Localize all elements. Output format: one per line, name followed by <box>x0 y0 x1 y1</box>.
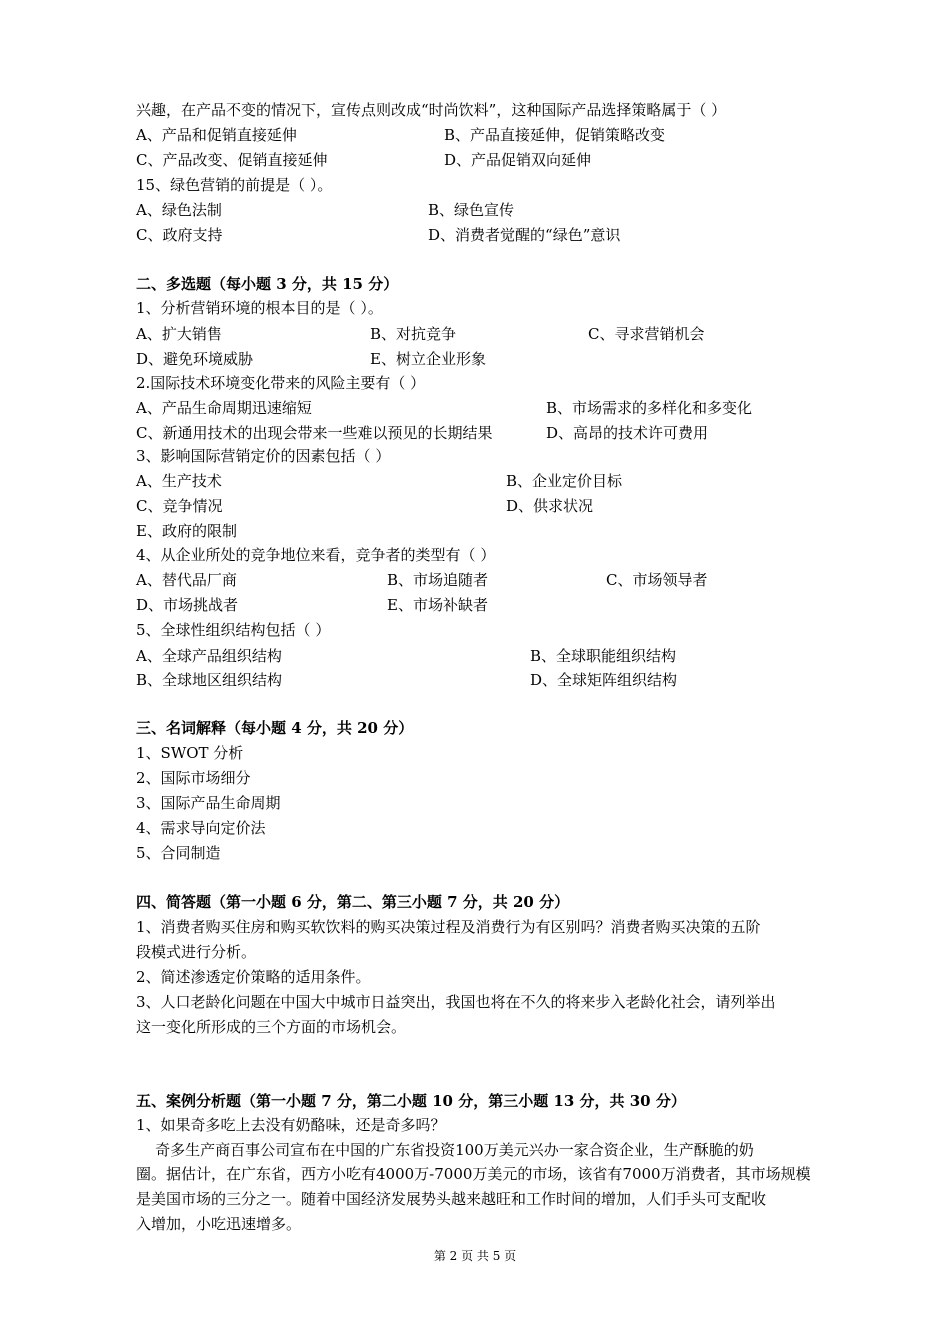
option-c: C、政府支持 <box>136 226 223 244</box>
option-d: D、产品促销双向延伸 <box>444 151 592 169</box>
question-text: 1、消费者购买住房和购买软饮料的购买决策过程及消费行为有区别吗？消费者购买决策的五阶 <box>136 918 761 936</box>
option-a: A、产品生命周期迅速缩短 <box>136 399 312 417</box>
option-e: E、市场补缺者 <box>387 596 488 614</box>
list-item: 3、国际产品生命周期 <box>136 794 281 812</box>
option-d: D、消费者觉醒的“绿色”意识 <box>428 226 621 244</box>
case-paragraph: 奇多生产商百事公司宣布在中国的广东省投资100万美元兴办一家合资企业，生产酥脆的奶 <box>136 1141 754 1159</box>
case-paragraph: 圈。据估计，在广东省，西方小吃有4000万-7000万美元的市场，该省有7000万消费者，其市场规模 <box>136 1165 811 1183</box>
section-heading: 五、案例分析题（第一小题 7 分，第二小题 10 分，第三小题 13 分，共 30 分） <box>136 1092 686 1110</box>
option-b: B、对抗竞争 <box>370 325 457 343</box>
list-item: 5、合同制造 <box>136 844 221 862</box>
list-item: 1、SWOT 分析 <box>136 744 244 762</box>
question-text: 3、人口老龄化问题在中国大中城市日益突出，我国也将在不久的将来步入老龄化社会，请列举出 <box>136 993 776 1011</box>
option-c: B、全球地区组织结构 <box>136 671 283 689</box>
option-b: B、市场需求的多样化和多变化 <box>546 399 753 417</box>
question-stem: 兴趣，在产品不变的情况下，宣传点则改成“时尚饮料”，这种国际产品选择策略属于（ ） <box>136 101 727 119</box>
section-heading: 四、简答题（第一小题 6 分，第二、第三小题 7 分，共 20 分） <box>136 893 570 911</box>
option-b: B、绿色宣传 <box>428 201 515 219</box>
option-a: A、替代品厂商 <box>136 571 237 589</box>
option-d: D、避免环境威胁 <box>136 350 254 368</box>
option-e: E、树立企业形象 <box>370 350 486 368</box>
question-stem: 1、分析营销环境的根本目的是（ ）。 <box>136 299 383 317</box>
question-stem: 4、从企业所处的竞争地位来看，竞争者的类型有（ ） <box>136 546 496 564</box>
option-c: C、竞争情况 <box>136 497 223 515</box>
question-stem: 15、绿色营销的前提是（ ）。 <box>136 176 333 194</box>
question-text: 2、简述渗透定价策略的适用条件。 <box>136 968 371 986</box>
page-number: 第 2 页 共 5 页 <box>433 1249 517 1263</box>
option-a: A、生产技术 <box>136 472 222 490</box>
section-heading: 二、多选题（每小题 3 分，共 15 分） <box>136 275 399 293</box>
option-d: D、供求状况 <box>506 497 594 515</box>
question-text: 这一变化所形成的三个方面的市场机会。 <box>136 1018 407 1036</box>
case-paragraph: 入增加，小吃迅速增多。 <box>136 1215 302 1233</box>
option-c: C、寻求营销机会 <box>588 325 705 343</box>
section-heading: 三、名词解释（每小题 4 分，共 20 分） <box>136 719 414 737</box>
option-d: D、高昂的技术许可费用 <box>546 424 709 442</box>
option-c: C、新通用技术的出现会带来一些难以预见的长期结果 <box>136 424 493 442</box>
question-stem: 5、全球性组织结构包括（ ） <box>136 621 331 639</box>
option-a: A、扩大销售 <box>136 325 222 343</box>
option-a: A、绿色法制 <box>136 201 222 219</box>
option-c: C、市场领导者 <box>606 571 708 589</box>
list-item: 2、国际市场细分 <box>136 769 251 787</box>
option-b: B、市场追随者 <box>387 571 489 589</box>
option-a: A、产品和促销直接延伸 <box>136 126 297 144</box>
list-item: 4、需求导向定价法 <box>136 819 266 837</box>
case-paragraph: 是美国市场的三分之一。随着中国经济发展势头越来越旺和工作时间的增加，人们手头可支配收 <box>136 1190 767 1208</box>
question-stem: 2.国际技术环境变化带来的风险主要有（ ） <box>136 374 426 392</box>
option-c: C、产品改变、促销直接延伸 <box>136 151 328 169</box>
option-b: B、产品直接延伸，促销策略改变 <box>444 126 666 144</box>
question-text: 段模式进行分析。 <box>136 943 257 961</box>
option-d: D、全球矩阵组织结构 <box>530 671 678 689</box>
question-stem: 3、影响国际营销定价的因素包括（ ） <box>136 447 391 465</box>
option-e: E、政府的限制 <box>136 522 237 540</box>
option-b: B、全球职能组织结构 <box>530 647 677 665</box>
option-d: D、市场挑战者 <box>136 596 239 614</box>
option-a: A、全球产品组织结构 <box>136 647 282 665</box>
option-b: B、企业定价目标 <box>506 472 623 490</box>
case-title: 1、如果奇多吃上去没有奶酪味，还是奇多吗？ <box>136 1116 446 1134</box>
